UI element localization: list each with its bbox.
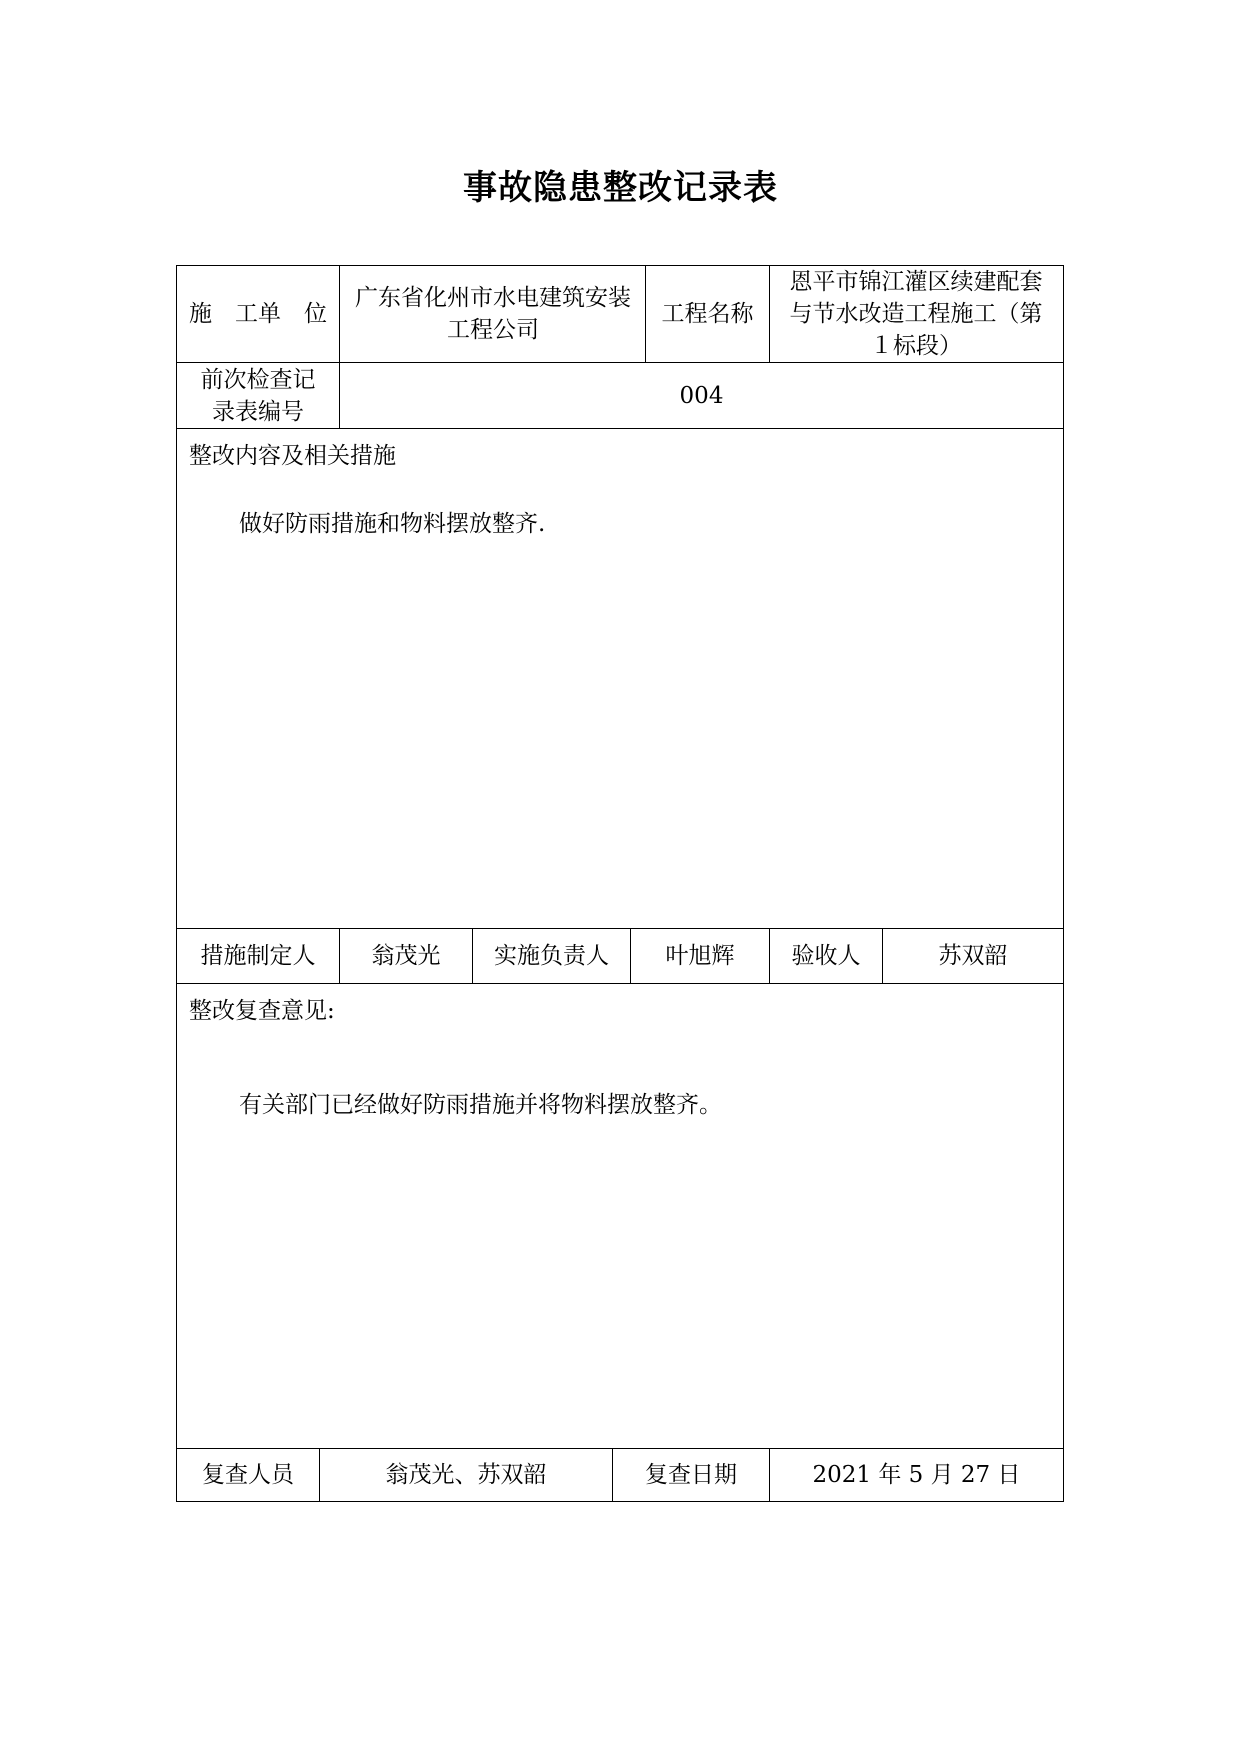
previous-record-number-value: 004 [679, 382, 724, 409]
reviewer-value: 翁茂光、苏双韶 [385, 1462, 547, 1488]
construction-unit-label: 施 工单 位 [189, 301, 327, 327]
table-line [769, 265, 770, 362]
review-date-value: 2021 年 5 月 27 日 [812, 1462, 1021, 1488]
table-line [176, 428, 1064, 429]
table-line [176, 1501, 1064, 1502]
previous-record-number-label: 前次检查记录表编号 [200, 366, 316, 425]
reviewer-label: 复查人员 [202, 1462, 294, 1488]
implementation-lead-value: 叶旭辉 [665, 943, 735, 969]
acceptor-label: 验收人 [791, 943, 861, 969]
acceptor-value: 苏双韶 [938, 943, 1008, 969]
implementation-lead-label: 实施负责人 [494, 943, 609, 969]
table-line [176, 265, 177, 1502]
measure-planner-value: 翁茂光 [371, 943, 441, 969]
page-title: 事故隐患整改记录表 [463, 168, 778, 208]
rectification-text: 做好防雨措施和物料摆放整齐. [239, 511, 546, 537]
project-name-value: 恩平市锦江灌区续建配套与节水改造工程施工（第１标段） [789, 269, 1043, 359]
rectification-label: 整改内容及相关措施 [189, 443, 396, 469]
measure-planner-label: 措施制定人 [200, 943, 316, 969]
review-date-label: 复查日期 [645, 1462, 737, 1488]
table-line [1063, 265, 1064, 1502]
project-name-label: 工程名称 [661, 301, 754, 327]
table-line [176, 983, 1064, 984]
review-opinion-text: 有关部门已经做好防雨措施并将物料摆放整齐。 [239, 1092, 722, 1118]
construction-unit-value: 广东省化州市水电建筑安装工程公司 [355, 285, 631, 343]
review-opinion-label: 整改复查意见: [189, 998, 335, 1024]
